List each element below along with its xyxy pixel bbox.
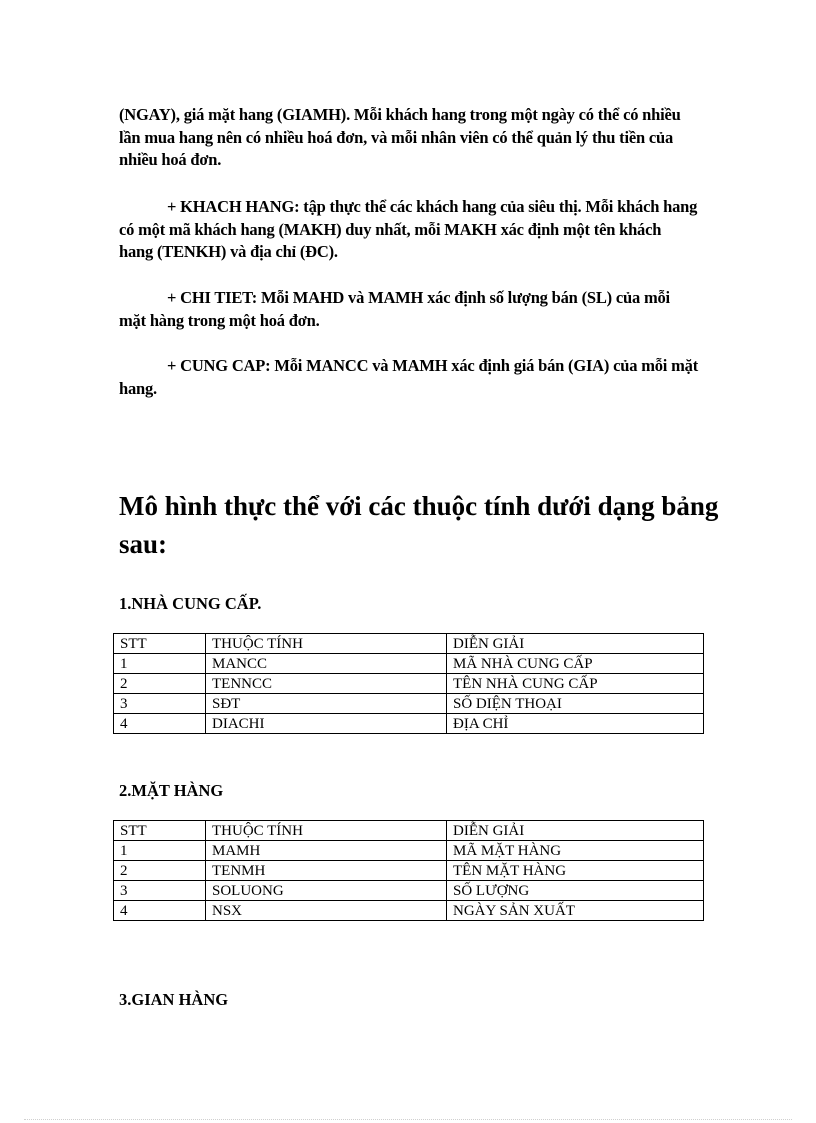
- table-nha-cung-cap: [113, 633, 704, 734]
- section-title-gian-hang: 3.GIAN HÀNG: [119, 990, 229, 1009]
- table-cell: 3: [114, 694, 206, 714]
- table-cell: 1: [114, 654, 206, 674]
- table-cell: SĐT: [206, 694, 447, 714]
- table-cell: TENNCC: [206, 674, 447, 694]
- table-mat-hang: [113, 820, 704, 921]
- table-cell: MAMH: [206, 841, 447, 861]
- header-cell: DIỄN GIẢI: [447, 634, 704, 654]
- table-row: [114, 881, 704, 901]
- table-row: [114, 861, 704, 881]
- table-cell: SOLUONG: [206, 881, 447, 901]
- table-cell: 3: [114, 881, 206, 901]
- table-cell: TÊN MẶT HÀNG: [447, 861, 704, 881]
- paragraph-khach-hang: + KHACH HANG: tập thực thể các khách hang của siêu thị. Mỗi khách hang có một mã khách hang (MAKH) duy nhất, mỗi MAKH xác định một tên khách hang (TENKH) và địa chỉ (ĐC).: [119, 197, 698, 261]
- table-row: [114, 841, 704, 861]
- table-row: [114, 694, 704, 714]
- table-cell: 4: [114, 901, 206, 921]
- paragraph-cung-cap: + CUNG CAP: Mỗi MANCC và MAMH xác định giá bán (GIA) của mỗi mặt hang.: [119, 356, 698, 398]
- table-cell: MANCC: [206, 654, 447, 674]
- table-row: [114, 674, 704, 694]
- table-cell: DIACHI: [206, 714, 447, 734]
- table-cell: NSX: [206, 901, 447, 921]
- table-row: [114, 714, 704, 734]
- table-cell: 2: [114, 861, 206, 881]
- table-cell: TÊN NHÀ CUNG CẤP: [447, 674, 704, 694]
- table-cell: NGÀY SẢN XUẤT: [447, 901, 704, 921]
- header-cell: STT: [114, 634, 206, 654]
- table-cell: TENMH: [206, 861, 447, 881]
- header-cell: THUỘC TÍNH: [206, 634, 447, 654]
- table-cell: SỐ LƯỢNG: [447, 881, 704, 901]
- header-cell: DIỄN GIẢI: [447, 821, 704, 841]
- section-title-mat-hang: 2.MẶT HÀNG: [119, 781, 224, 800]
- page-heading: Mô hình thực thể với các thuộc tính dưới dạng bảng sau:: [119, 491, 719, 559]
- table-cell: 2: [114, 674, 206, 694]
- page-bottom-divider: [24, 1119, 792, 1120]
- header-cell: STT: [114, 821, 206, 841]
- table-cell: 4: [114, 714, 206, 734]
- paragraph-chi-tiet: + CHI TIET: Mỗi MAHD và MAMH xác định số lượng bán (SL) của mỗi mặt hàng trong một hoá đơn.: [119, 288, 670, 330]
- table-cell: ĐỊA CHỈ: [447, 714, 704, 734]
- table-row: [114, 654, 704, 674]
- table-header-row: [114, 821, 704, 841]
- table-cell: MÃ MẶT HÀNG: [447, 841, 704, 861]
- table-header-row: [114, 634, 704, 654]
- table-row: [114, 901, 704, 921]
- table-cell: SỐ DIỆN THOẠI: [447, 694, 704, 714]
- paragraph-hoa-don: (NGAY), giá mặt hang (GIAMH). Mỗi khách hang trong một ngày có thể có nhiều lần mua hang nên có nhiều hoá đơn, và mỗi nhân viên có thể quản lý thu tiền của nhiều hoá đơn.: [119, 105, 681, 169]
- section-title-nha-cung-cap: 1.NHÀ CUNG CẤP.: [119, 594, 262, 613]
- table-cell: MÃ NHÀ CUNG CẤP: [447, 654, 704, 674]
- header-cell: THUỘC TÍNH: [206, 821, 447, 841]
- table-cell: 1: [114, 841, 206, 861]
